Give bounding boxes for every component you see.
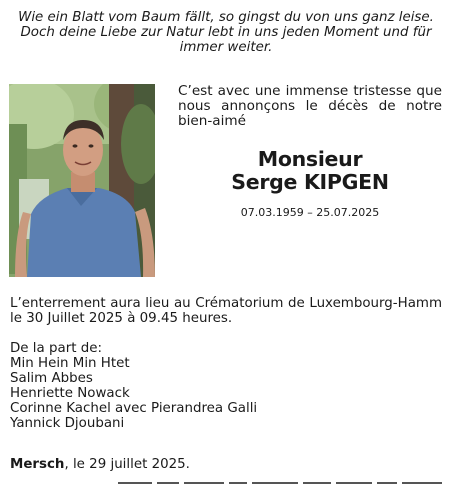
mourner-name: Henriette Nowack: [10, 386, 130, 401]
quote-line-2: Doch deine Liebe zur Natur lebt in uns jeden Moment und für: [20, 25, 432, 40]
deceased-name: Serge KIPGEN: [231, 170, 389, 194]
mourners-list: [10, 341, 442, 431]
place-and-date: [10, 457, 442, 472]
quote-line-3: immer weiter.: [179, 40, 273, 55]
mourner-name: Min Hein Min Htet: [10, 356, 130, 371]
life-dates: 07.03.1959 – 25.07.2025: [240, 206, 380, 219]
funeral-details: L’enterrement aura lieu au Crématorium de Luxembourg-Hamm le 30 Juillet 2025 à 09.45 heures.: [10, 296, 442, 326]
portrait-photo: [9, 84, 155, 277]
mourner-name: Salim Abbes: [10, 371, 93, 386]
mourner-name: Corinne Kachel avec Pierandrea Galli: [10, 401, 258, 416]
memorial-quote: [8, 10, 444, 55]
mourner-name: Yannick Djoubani: [10, 416, 125, 431]
quote-line-1: Wie ein Blatt vom Baum fällt, so gingst du von uns ganz leise.: [18, 10, 434, 25]
deceased-name-block: [178, 148, 442, 194]
announcement-text: C’est avec une immense tristesse que nous annonçons le décès de notre bien-aimé: [178, 83, 442, 129]
honorific: Monsieur: [257, 147, 363, 171]
place-town: Mersch: [10, 457, 65, 472]
mourners-heading: De la part de:: [10, 341, 102, 356]
cut-off-text-line: [118, 482, 448, 488]
place-date: , le 29 juillet 2025.: [64, 457, 190, 472]
